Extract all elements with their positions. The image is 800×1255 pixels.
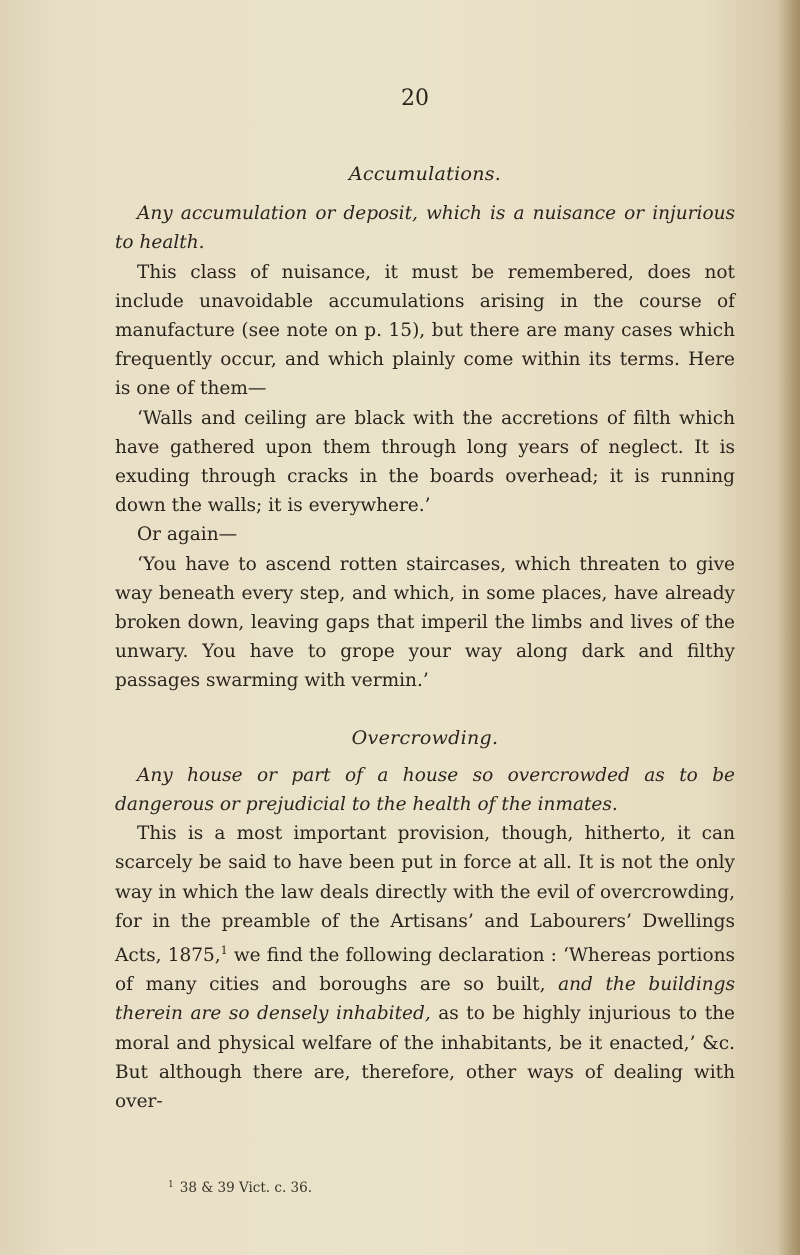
section-heading-overcrowding: Overcrowding.: [351, 726, 499, 749]
page-number: 20: [401, 86, 429, 111]
paragraph: Or again—: [137, 524, 238, 546]
paragraph-text: as to be highly injurious to the moral and physical welfare of the inhabitants, be it enacted,’ &c. But although there are, therefore, other ways of dealing with over-: [115, 1003, 735, 1113]
quote-paragraph: ‘You have to ascend rotten staircases, which threaten to give way beneath every step, and which, in some places, have already broken down, leaving gaps that imperil the limbs and lives of the unwary. You have to grope your way along dark and filthy passages swarming with vermin.’: [115, 553, 735, 692]
emphasized-text: and the buildings therein are so densely inhabited,: [115, 974, 735, 1025]
paragraph: [115, 819, 735, 1116]
quote-paragraph: ‘Walls and ceiling are black with the accretions of filth which have gathered upon them through long years of neglect. It is exuding through cracks in the boards overhead; it is running down the walls; it is everywhere.’: [115, 407, 735, 517]
paragraph: This class of nuisance, it must be remembered, does not include unavoidable accumulations arising in the course of manufacture (see note on p. 15), but there are many cases which frequently occur, and which plainly come within its terms. Here is one of them—: [115, 261, 735, 400]
paragraph-text: we find the following declaration : ‘Whereas portions of many cities and boroughs are so built,: [115, 945, 735, 996]
paragraph-text: This is a most important provision, though, hitherto, it can scarcely be said to have been put in force at all. It is not the only way in which the law deals directly with the evil of overcrowding, for in the preamble of the Artisans’ and Labourers’ Dwellings Acts, 1875,: [115, 823, 735, 967]
page-body: [115, 160, 735, 1116]
page-edge-shadow: [778, 0, 800, 1255]
footnote-text: 38 & 39 Vict. c. 36.: [179, 1180, 312, 1196]
footnote: [168, 1180, 312, 1196]
statute-clause-overcrowding: Any house or part of a house so overcrowded as to be dangerous or prejudicial to the health of the inmates.: [115, 764, 735, 816]
footnote-reference: 1: [220, 944, 228, 958]
section-heading-accumulations: Accumulations.: [348, 163, 502, 185]
footnote-mark: 1: [168, 1180, 174, 1190]
statute-clause-accumulations: Any accumulation or deposit, which is a nuisance or injurious to health.: [115, 203, 735, 254]
